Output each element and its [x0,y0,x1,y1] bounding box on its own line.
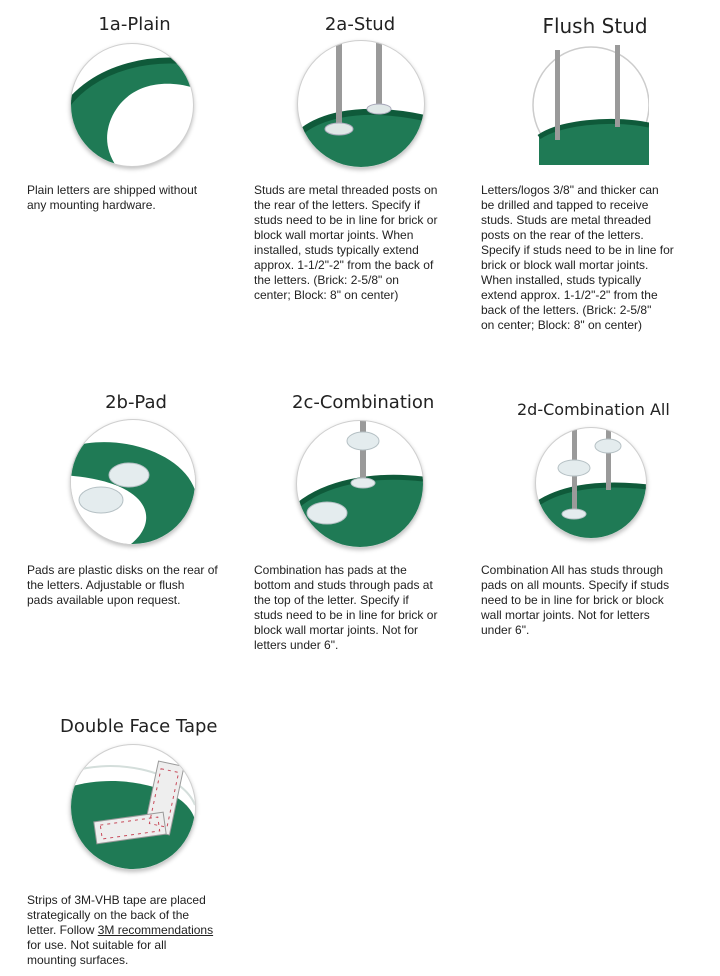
tape-icon [71,745,195,869]
title-tape: Double Face Tape [60,716,218,737]
title-combination: 2c-Combination [292,392,435,413]
desc-tape-part2: for use. Not suitable for all mounting surfaces. [27,938,167,967]
image-combination [296,420,424,548]
image-stud [297,40,425,168]
title-pad: 2b-Pad [105,392,167,413]
desc-tape-part1: Strips of 3M-VHB tape are placed strategically on the back of the letter. Follow [27,893,206,937]
combination-icon [297,421,423,547]
title-stud: 2a-Stud [324,14,396,35]
title-flush-stud: Flush Stud [542,14,648,38]
3m-recommendations-link[interactable]: 3M recommendations [97,923,214,937]
plain-letter-icon [71,44,193,166]
image-flush-stud [519,45,649,165]
desc-plain: Plain letters are shipped without any mounting hardware. [27,183,198,212]
image-tape [70,744,196,870]
image-combination-all [535,427,647,539]
image-plain [70,43,194,167]
title-combination-all: 2d-Combination All [517,400,670,419]
image-pad [70,419,196,545]
desc-tape [27,893,242,968]
stud-icon [298,41,424,167]
title-plain: 1a-Plain [98,14,171,35]
desc-pad: Pads are plastic disks on the rear of the letters. Adjustable or flush pads available upon request. [27,563,218,607]
combination-all-icon [536,428,646,538]
desc-flush-stud: Letters/logos 3/8" and thicker can be drilled and tapped to receive studs. Studs are metal threaded posts on the rear of the letters. Specify if studs need to be in line for brick or block wall mortar joints. When installed, studs typically extend approx. 1-1/2"-2" from the back of the letters. (Brick: 2-5/8" on center; Block: 8" on center) [481,183,674,332]
pad-icon [71,420,195,544]
desc-stud: Studs are metal threaded posts on the rear of the letters. Specify if studs need to be in line for brick or block wall mortar joints. When installed, studs typically extend approx. 1-1/2"-2" from the back of the letters. (Brick: 2-5/8" on center; Block: 8" on center) [254,183,438,302]
desc-combination: Combination has pads at the bottom and studs through pads at the top of the letter. Specify if studs need to be in line for brick or block wall mortar joints. Not for letters under 6". [254,563,438,652]
flush-stud-icon [519,45,649,165]
desc-combination-all: Combination All has studs through pads on all mounts. Specify if studs need to be in line for brick or block wall mortar joints. Not for letters under 6". [481,563,670,637]
